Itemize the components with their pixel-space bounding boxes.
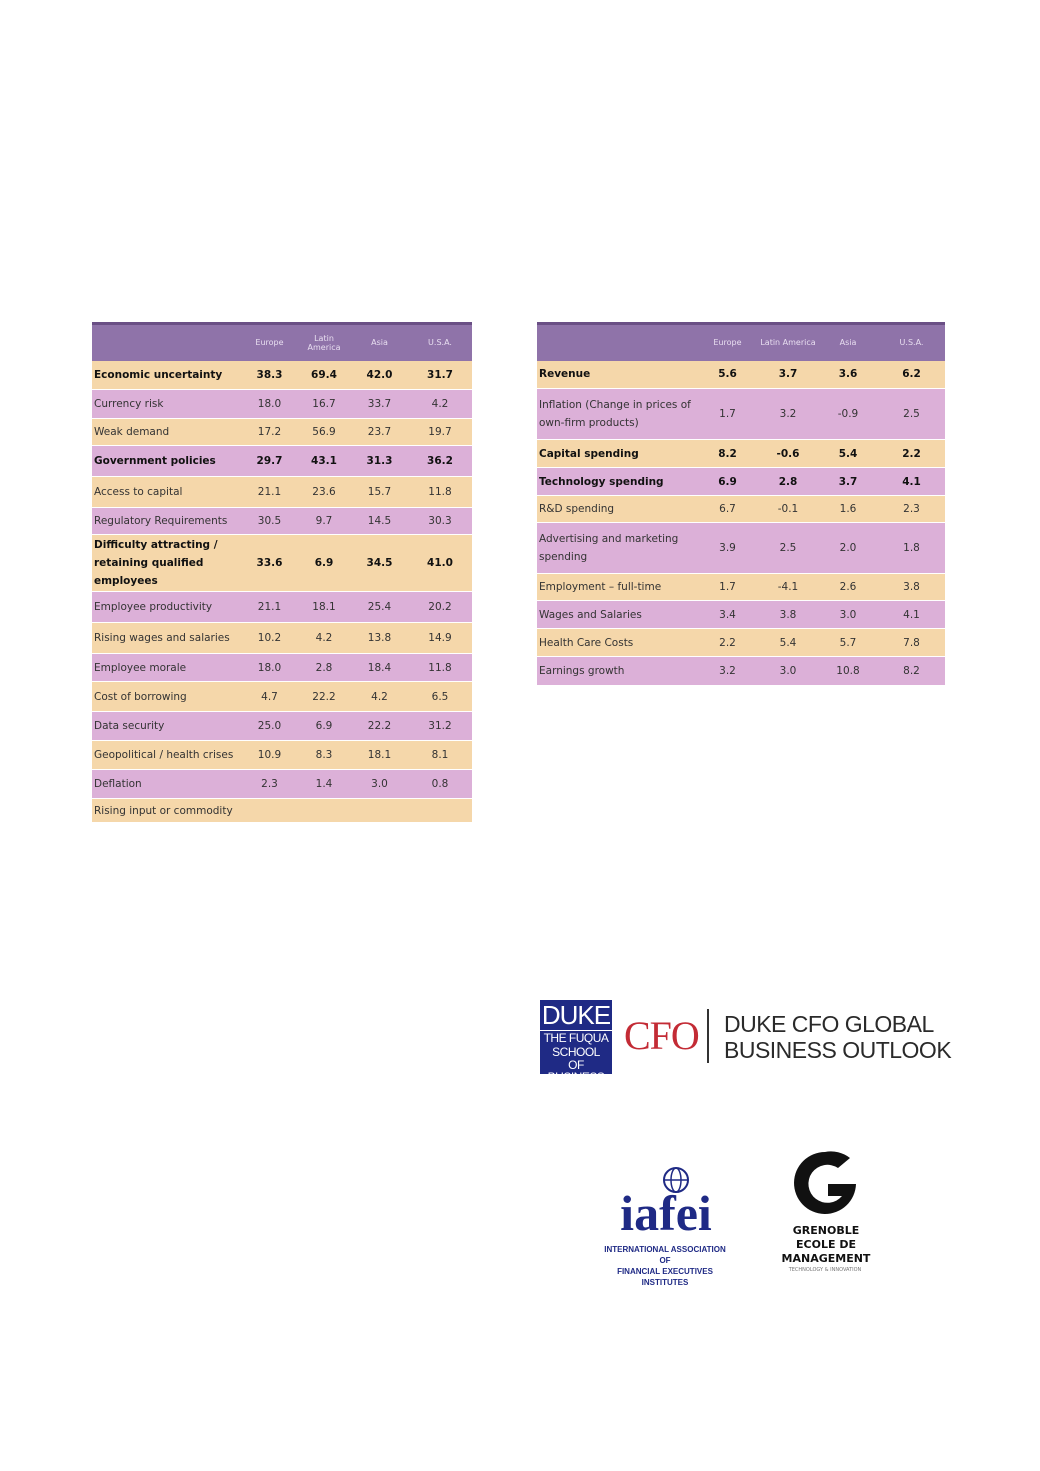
value-cell: 29.7 xyxy=(256,455,283,467)
cfo-wordmark: CFO xyxy=(624,1013,699,1058)
row-label: Government policies xyxy=(94,455,216,467)
row-label: Earnings growth xyxy=(539,664,625,677)
header-cell: U.S.A. xyxy=(899,338,924,348)
value-cell: 16.7 xyxy=(312,398,336,410)
table-row xyxy=(537,389,945,440)
table-row xyxy=(92,592,472,623)
table-row xyxy=(92,770,472,799)
value-cell: -4.1 xyxy=(777,581,799,593)
left-table-viewport xyxy=(92,322,472,822)
header-cell: Europe xyxy=(255,338,284,348)
value-cell: 3.8 xyxy=(779,608,797,621)
fuqua-line: OF BUSINESS xyxy=(547,1058,605,1084)
value-cell: 1.7 xyxy=(719,408,736,420)
value-cell: 3.0 xyxy=(371,778,388,790)
value-cell xyxy=(297,799,351,823)
value-cell: 10.8 xyxy=(836,664,860,677)
value-cell: 11.8 xyxy=(428,661,452,674)
value-cell: 21.1 xyxy=(257,601,282,613)
row-label: Currency risk xyxy=(94,398,164,410)
value-cell: 6.2 xyxy=(902,368,921,381)
table-row xyxy=(537,574,945,601)
value-cell: 3.0 xyxy=(779,664,797,677)
iafei-caption-line: INTERNATIONAL ASSOCIATION OF xyxy=(604,1245,726,1265)
logo-divider xyxy=(707,1009,709,1063)
value-cell: 36.2 xyxy=(427,455,453,467)
value-cell: 8.3 xyxy=(315,749,333,761)
value-cell: 34.5 xyxy=(366,557,393,569)
value-cell: 2.5 xyxy=(903,408,920,420)
value-cell: 6.9 xyxy=(315,720,333,732)
row-label: Advertising and marketing spending xyxy=(539,533,679,563)
value-cell: 8.2 xyxy=(903,664,920,677)
header-cell xyxy=(92,324,242,361)
value-cell: 7.8 xyxy=(903,636,920,649)
value-cell: 18.4 xyxy=(367,661,392,674)
value-cell: 18.1 xyxy=(367,749,392,761)
value-cell: 6.5 xyxy=(431,690,449,703)
value-cell: 9.7 xyxy=(315,515,333,527)
value-cell: 5.4 xyxy=(779,636,797,649)
table-row xyxy=(92,654,472,682)
row-label: Employee productivity xyxy=(94,601,213,613)
table-header-row xyxy=(537,324,945,361)
value-cell: 14.9 xyxy=(428,632,452,644)
value-cell: 14.5 xyxy=(367,515,392,527)
value-cell: 2.2 xyxy=(719,636,736,649)
value-cell: 19.7 xyxy=(428,426,452,438)
table-row xyxy=(92,508,472,535)
row-label: Rising wages and salaries xyxy=(94,632,230,644)
table-row xyxy=(92,623,472,654)
grenoble-name-line: MANAGEMENT xyxy=(781,1252,871,1265)
value-cell: 33.6 xyxy=(256,557,283,569)
value-cell: 2.5 xyxy=(779,542,797,554)
row-label: Deflation xyxy=(94,778,142,790)
row-label: Geopolitical / health crises xyxy=(94,749,234,761)
fuqua-line: THE FUQUA xyxy=(543,1031,609,1045)
table-row xyxy=(537,468,945,496)
row-label: Rising input or commodity xyxy=(94,804,233,817)
grenoble-tagline: TECHNOLOGY & INNOVATION xyxy=(788,1267,862,1273)
row-label: Health Care Costs xyxy=(539,636,634,649)
value-cell: 4.1 xyxy=(903,608,920,621)
value-cell: 10.2 xyxy=(257,632,282,644)
fuqua-line: SCHOOL xyxy=(552,1044,600,1059)
value-cell: 0.8 xyxy=(431,778,449,790)
outlook-title xyxy=(724,1011,951,1063)
row-label: Regulatory Requirements xyxy=(94,515,228,527)
header-cell: U.S.A. xyxy=(428,338,452,348)
iafei-caption xyxy=(600,1244,730,1288)
value-cell: 3.4 xyxy=(719,608,736,621)
row-label: Wages and Salaries xyxy=(539,608,642,621)
value-cell: 42.0 xyxy=(366,368,393,381)
table-row xyxy=(92,477,472,508)
value-cell: 18.0 xyxy=(257,398,282,410)
value-cell: 8.2 xyxy=(718,447,737,460)
header-cell: Asia xyxy=(839,338,857,348)
table-row xyxy=(92,390,472,419)
grenoble-name-line: GRENOBLE xyxy=(792,1224,860,1237)
value-cell xyxy=(351,799,408,823)
table-row xyxy=(537,629,945,657)
value-cell: 3.6 xyxy=(838,368,858,381)
value-cell: 22.2 xyxy=(367,720,392,732)
value-cell: 18.1 xyxy=(312,601,336,613)
value-cell: -0.9 xyxy=(837,408,859,420)
value-cell: 13.8 xyxy=(367,632,392,644)
value-cell: 69.4 xyxy=(311,368,337,381)
header-cell: Latin America xyxy=(760,338,816,348)
value-cell: 1.6 xyxy=(839,503,857,515)
value-cell: 3.9 xyxy=(719,542,736,554)
row-label: Access to capital xyxy=(94,486,183,498)
value-cell: 2.2 xyxy=(902,447,921,460)
row-label: Employment – full-time xyxy=(539,581,662,593)
table-row xyxy=(537,440,945,468)
value-cell: 4.1 xyxy=(902,475,921,488)
header-cell: Latin America xyxy=(307,333,341,352)
value-cell: 31.7 xyxy=(427,368,453,381)
row-label: Employee morale xyxy=(94,661,187,674)
value-cell: 2.3 xyxy=(261,778,278,790)
value-cell: 3.7 xyxy=(778,368,798,381)
row-label: Technology spending xyxy=(539,475,664,488)
table-row xyxy=(537,657,945,685)
value-cell: 6.9 xyxy=(718,475,737,488)
table-row xyxy=(92,799,472,823)
value-cell: 38.3 xyxy=(256,368,283,381)
expectations-table xyxy=(537,322,945,685)
table-row xyxy=(537,361,945,389)
value-cell: 5.7 xyxy=(839,636,857,649)
value-cell xyxy=(242,799,297,823)
value-cell: 1.7 xyxy=(719,581,736,593)
value-cell: 3.2 xyxy=(719,664,736,677)
value-cell: 22.2 xyxy=(312,690,336,703)
row-label: Economic uncertainty xyxy=(94,368,223,381)
header-cell: Europe xyxy=(713,338,742,348)
table-row xyxy=(92,361,472,390)
row-label: Revenue xyxy=(539,368,591,381)
value-cell: 4.2 xyxy=(431,398,449,410)
value-cell: 11.8 xyxy=(428,486,452,498)
value-cell: 43.1 xyxy=(311,455,337,467)
value-cell: 1.4 xyxy=(315,778,333,790)
outlook-title-line: BUSINESS OUTLOOK xyxy=(724,1037,952,1063)
table-row xyxy=(92,741,472,770)
value-cell: 2.0 xyxy=(839,542,857,554)
value-cell: 31.3 xyxy=(366,455,393,467)
iafei-caption-line: FINANCIAL EXECUTIVES INSTITUTES xyxy=(617,1267,713,1287)
row-label: R&D spending xyxy=(539,503,615,515)
value-cell: 6.9 xyxy=(314,557,334,569)
row-label: Inflation (Change in prices of own-firm products) xyxy=(539,399,691,429)
grenoble-g-icon xyxy=(790,1148,860,1218)
duke-wordmark: DUKE xyxy=(541,1000,611,1030)
value-cell: 41.0 xyxy=(427,557,453,569)
table-row xyxy=(92,419,472,446)
value-cell: 20.2 xyxy=(428,601,452,613)
row-label: Capital spending xyxy=(539,447,639,460)
value-cell: 2.6 xyxy=(839,581,857,593)
value-cell: 10.9 xyxy=(257,749,282,761)
value-cell: 3.2 xyxy=(779,408,797,420)
table-row xyxy=(537,523,945,574)
table-row xyxy=(92,682,472,712)
value-cell: 6.7 xyxy=(719,503,736,515)
value-cell: 3.7 xyxy=(838,475,858,488)
duke-fuqua-logo xyxy=(540,1000,612,1084)
value-cell: 18.0 xyxy=(257,661,282,674)
value-cell: 21.1 xyxy=(257,486,282,498)
value-cell: -0.6 xyxy=(776,447,800,460)
table-row xyxy=(537,601,945,629)
value-cell: -0.1 xyxy=(777,503,799,515)
concerns-table xyxy=(92,322,472,822)
grenoble-name xyxy=(776,1224,876,1266)
value-cell: 4.2 xyxy=(315,632,333,644)
value-cell: 15.7 xyxy=(367,486,392,498)
value-cell: 31.2 xyxy=(428,720,452,732)
row-label: Data security xyxy=(94,720,165,732)
grenoble-name-line: ECOLE DE xyxy=(796,1238,856,1251)
row-label: Difficulty attracting / retaining qualified employees xyxy=(94,539,218,587)
row-label: Weak demand xyxy=(94,426,170,438)
value-cell: 23.7 xyxy=(367,426,392,438)
value-cell: 23.6 xyxy=(312,486,336,498)
table-row xyxy=(92,535,472,592)
value-cell: 56.9 xyxy=(312,426,336,438)
value-cell: 2.8 xyxy=(778,475,798,488)
header-cell xyxy=(537,324,697,361)
value-cell: 3.0 xyxy=(839,608,857,621)
value-cell: 4.7 xyxy=(261,690,278,703)
value-cell: 1.8 xyxy=(903,542,920,554)
value-cell: 4.2 xyxy=(371,690,388,703)
value-cell: 5.6 xyxy=(718,368,737,381)
value-cell: 30.3 xyxy=(428,515,452,527)
value-cell: 8.1 xyxy=(431,749,449,761)
value-cell: 2.8 xyxy=(315,661,333,674)
value-cell: 30.5 xyxy=(257,515,282,527)
value-cell: 25.0 xyxy=(257,720,282,732)
table-row xyxy=(92,446,472,477)
row-label: Cost of borrowing xyxy=(94,690,187,703)
value-cell: 17.2 xyxy=(257,426,282,438)
table-row xyxy=(92,712,472,741)
outlook-title-line: DUKE CFO GLOBAL xyxy=(724,1011,934,1037)
value-cell: 25.4 xyxy=(367,601,392,613)
value-cell: 5.4 xyxy=(838,447,858,460)
value-cell: 33.7 xyxy=(367,398,392,410)
table-row xyxy=(537,496,945,523)
value-cell xyxy=(408,799,472,823)
header-cell: Asia xyxy=(371,338,388,348)
value-cell: 3.8 xyxy=(903,581,920,593)
value-cell: 2.3 xyxy=(903,503,920,515)
table-header-row xyxy=(92,324,472,361)
iafei-wordmark: iafei xyxy=(620,1185,712,1241)
